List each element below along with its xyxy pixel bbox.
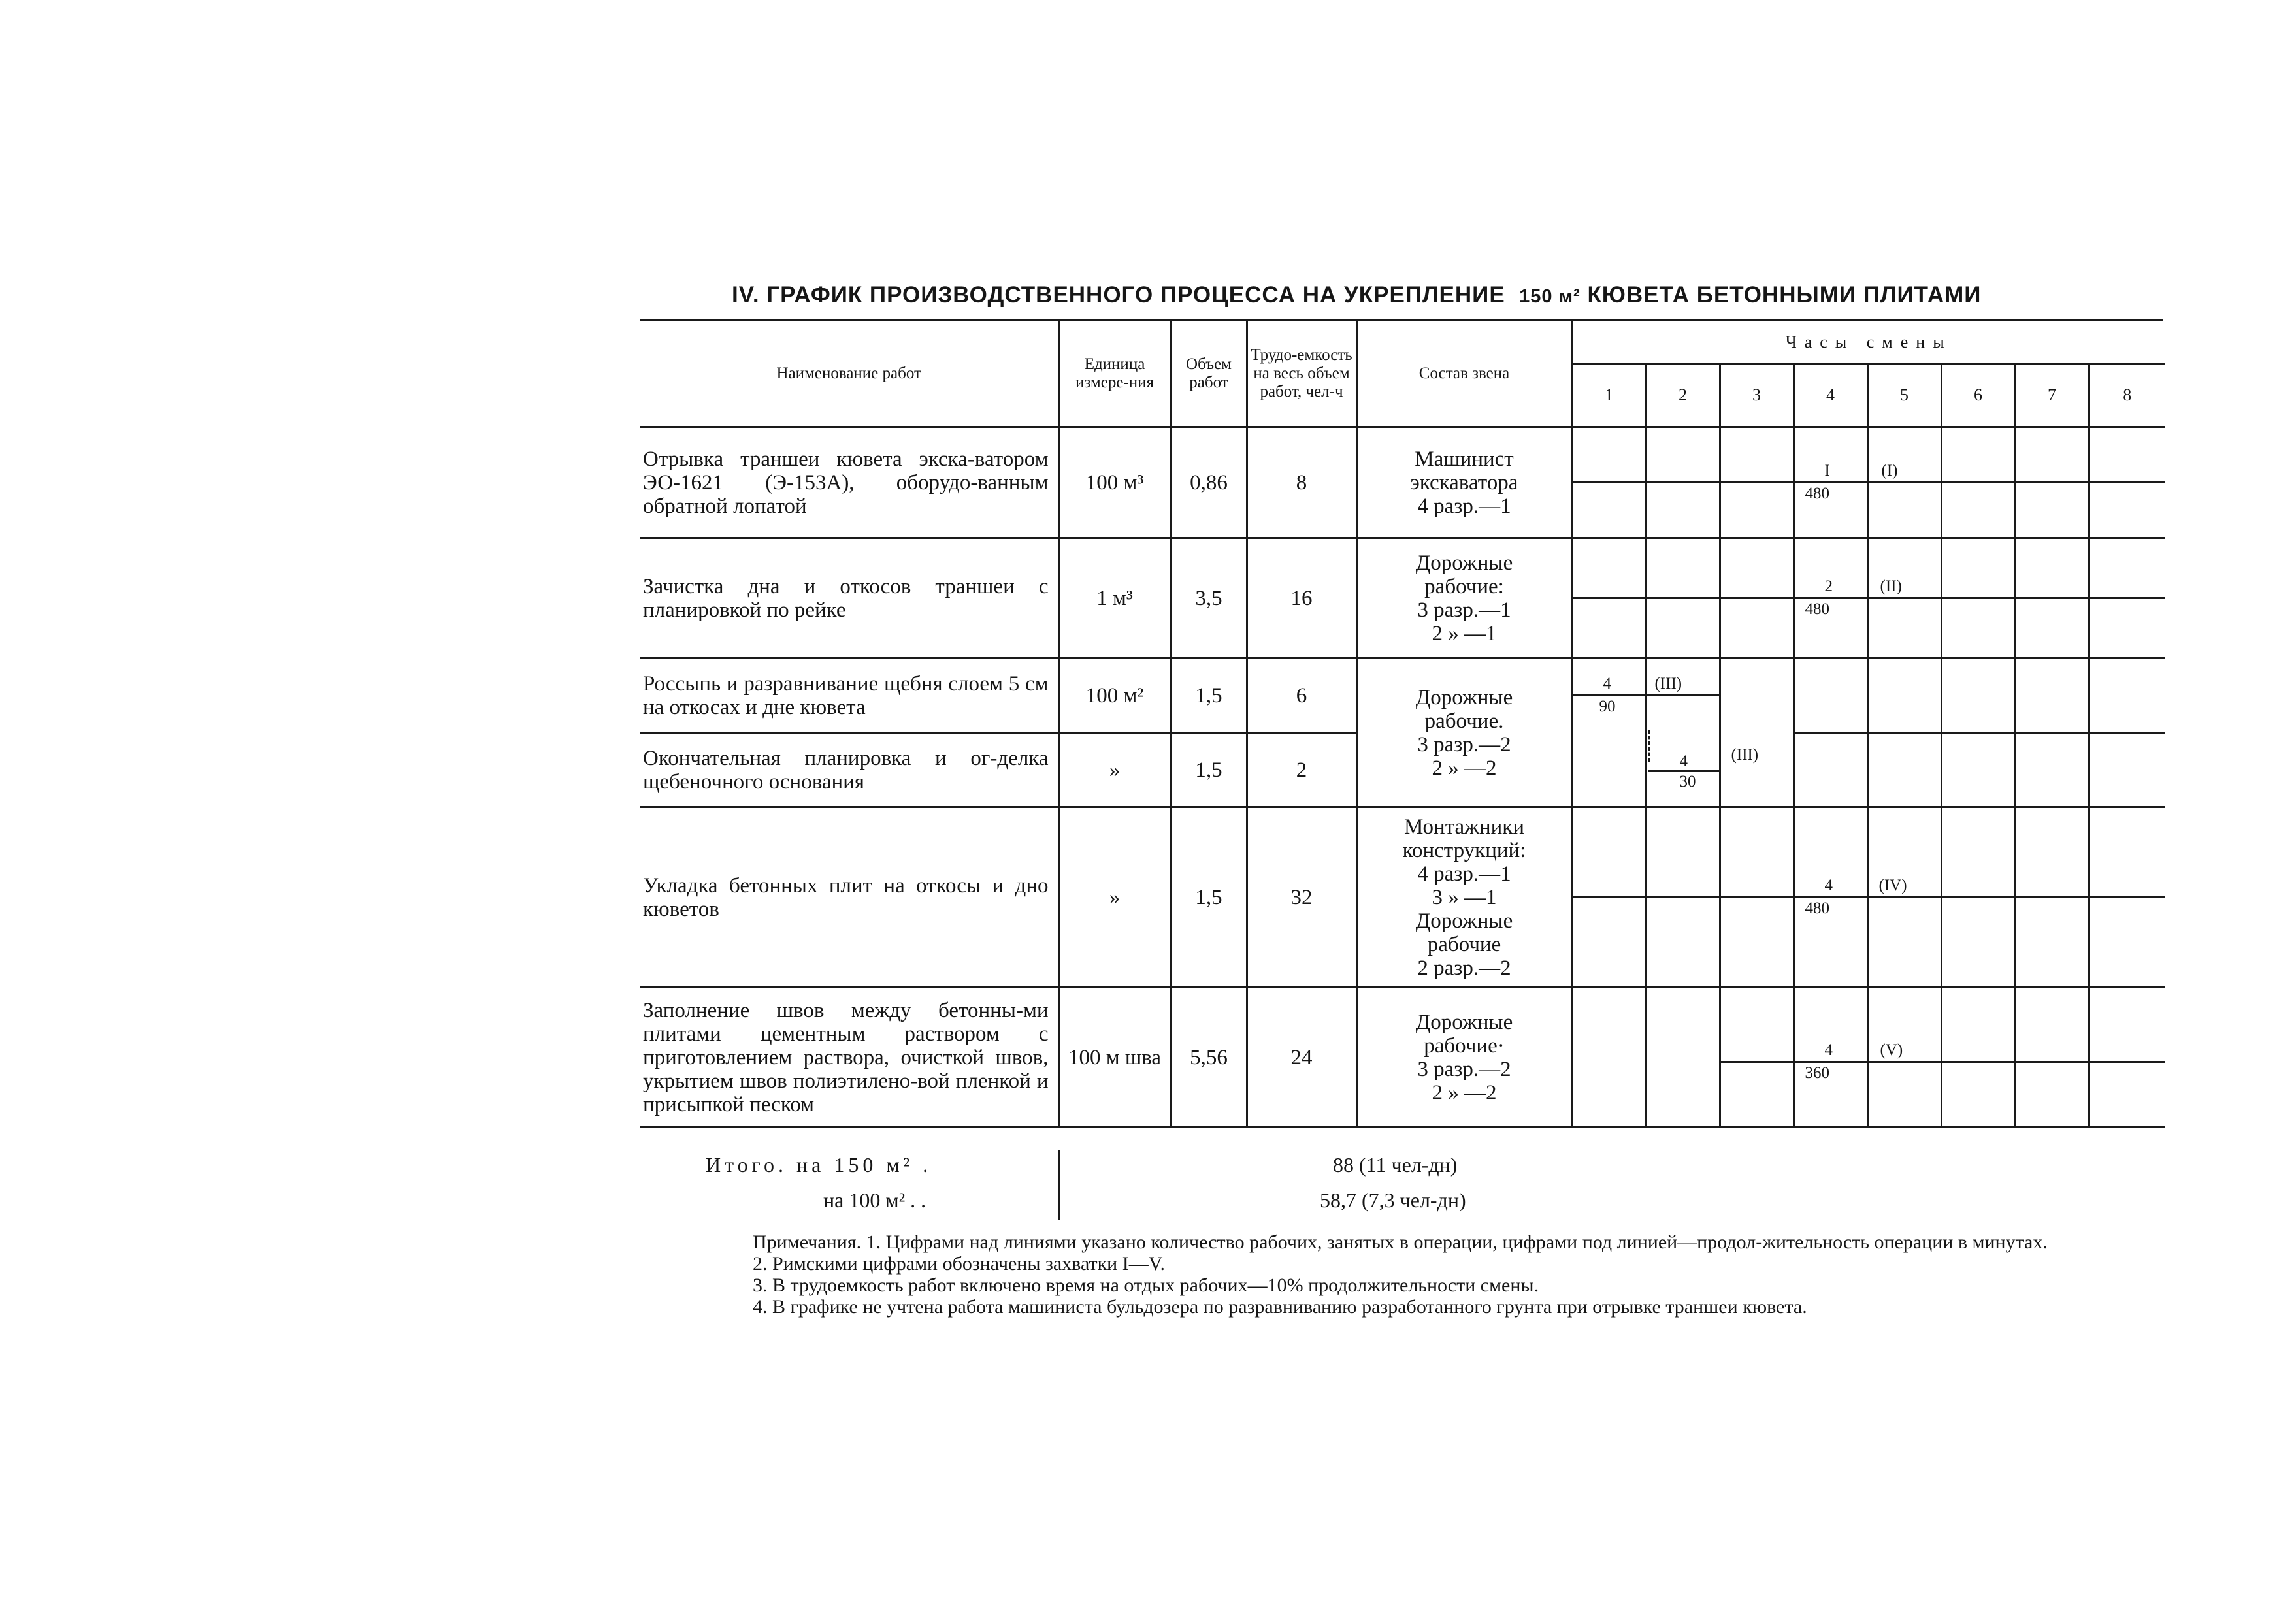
note-1: Примечания. 1. Цифрами над линиями указано количество рабочих, занятых в операции, цифрами под линией—продол-жительность операции в минутах. <box>753 1231 2048 1253</box>
table-row <box>640 658 2165 696</box>
work-unit: 100 м³ <box>1058 427 1171 538</box>
work-labor: 6 <box>1247 658 1356 733</box>
totals-label-150: Итого. на 150 м² . <box>706 1153 932 1177</box>
crew-line: 2 » —2 <box>1432 756 1497 780</box>
crew-line: 2 » —1 <box>1432 621 1497 645</box>
header-hour-5: 5 <box>1867 364 1941 427</box>
crew-line: 3 разр.—2 <box>1417 1057 1511 1081</box>
gantt-zone: (II) <box>1880 577 1902 595</box>
gantt-workers: I <box>1824 462 1830 479</box>
work-labor: 16 <box>1247 538 1356 658</box>
crew-cell <box>1356 538 1572 658</box>
crew-cell <box>1356 988 1572 1128</box>
work-unit: » <box>1058 807 1171 988</box>
header-hour-6: 6 <box>1941 364 2015 427</box>
gantt-workers: 2 <box>1824 577 1833 595</box>
crew-line: рабочие· <box>1424 1033 1505 1058</box>
crew-line: Дорожные <box>1415 551 1513 575</box>
work-volume: 1,5 <box>1171 658 1247 733</box>
gantt-workers: 4 <box>1824 877 1833 894</box>
crew-line: Дорожные <box>1415 685 1513 709</box>
schedule-table <box>640 321 2165 1128</box>
header-hours-title: Часы смены <box>1572 321 2165 364</box>
table-row <box>640 538 2165 598</box>
header-unit: Единица измере-ния <box>1058 321 1171 427</box>
header-hour-7: 7 <box>2015 364 2089 427</box>
header-hour-2: 2 <box>1646 364 1720 427</box>
totals-value-150: 88 (11 чел-дн) <box>1333 1153 1458 1177</box>
table-row <box>640 988 2165 1062</box>
work-volume: 3,5 <box>1171 538 1247 658</box>
crew-line: 2 разр.—2 <box>1417 956 1511 980</box>
header-hour-8: 8 <box>2089 364 2165 427</box>
crew-line: 3 разр.—2 <box>1417 732 1511 756</box>
header-crew: Состав звена <box>1356 321 1572 427</box>
work-labor: 8 <box>1247 427 1356 538</box>
gantt-workers: 4 <box>1679 752 1688 770</box>
work-name: Укладка бетонных плит на откосы и дно кюветов <box>640 807 1058 988</box>
gantt-minutes: 90 <box>1599 698 1616 715</box>
crew-line: 4 разр.—1 <box>1417 494 1511 518</box>
crew-cell <box>1356 427 1572 538</box>
crew-cell <box>1356 807 1572 988</box>
crew-line: Машинист <box>1415 447 1514 471</box>
gantt-zone: (III) <box>1731 745 1759 764</box>
work-volume: 5,56 <box>1171 988 1247 1128</box>
work-unit: 1 м³ <box>1058 538 1171 658</box>
table-row <box>640 807 2165 898</box>
gantt-zone: (V) <box>1880 1041 1903 1059</box>
gantt-minutes: 30 <box>1679 772 1696 790</box>
gantt-minutes: 480 <box>1805 485 1829 502</box>
crew-line: 2 » —2 <box>1432 1080 1497 1105</box>
work-name: Зачистка дна и откосов траншеи с планировкой по рейке <box>640 538 1058 658</box>
work-name: Россыпь и разравнивание щебня слоем 5 см на откосах и дне кювета <box>640 658 1058 733</box>
gantt-workers: 4 <box>1603 675 1611 692</box>
crew-line: рабочие. <box>1424 709 1504 733</box>
header-volume: Объем работ <box>1171 321 1247 427</box>
work-unit: 100 м² <box>1058 658 1171 733</box>
note-2: 2. Римскими цифрами обозначены захватки I—V. <box>753 1253 1166 1275</box>
gantt-zone: (III) <box>1654 675 1682 692</box>
work-volume: 1,5 <box>1171 733 1247 807</box>
gantt-zone: (IV) <box>1878 877 1907 894</box>
gantt-minutes: 360 <box>1805 1064 1829 1082</box>
header-hour-3: 3 <box>1720 364 1794 427</box>
gantt-minutes: 480 <box>1805 600 1829 618</box>
gantt-workers: 4 <box>1824 1041 1833 1059</box>
header-hour-1: 1 <box>1572 364 1646 427</box>
crew-line: Монтажники <box>1404 815 1524 839</box>
page-title: IV. ГРАФИК ПРОИЗВОДСТВЕННОГО ПРОЦЕССА НА УКРЕПЛЕНИЕ 150 м² КЮВЕТА БЕТОННЫМИ ПЛИТАМИ <box>732 282 1982 308</box>
crew-line: 4 разр.—1 <box>1417 862 1511 886</box>
dashed-connector <box>1648 730 1650 762</box>
totals-value-100: 58,7 (7,3 чел-дн) <box>1320 1188 1466 1212</box>
work-unit: 100 м шва <box>1058 988 1171 1128</box>
crew-line: экскаватора <box>1410 470 1518 495</box>
note-3: 3. В трудоемкость работ включено время на отдых рабочих—10% продолжительности смены. <box>753 1275 1539 1296</box>
notes-block <box>707 1231 2163 1318</box>
totals-block <box>640 1150 1503 1222</box>
table-row <box>640 427 2165 483</box>
crew-line: 3 разр.—1 <box>1417 598 1511 622</box>
crew-line: Дорожные <box>1415 909 1513 933</box>
gantt-zone: (I) <box>1881 462 1898 479</box>
crew-line: рабочие: <box>1424 574 1504 598</box>
work-unit: » <box>1058 733 1171 807</box>
work-labor: 32 <box>1247 807 1356 988</box>
work-name: Отрывка траншеи кювета экска-ватором ЭО-1621 (Э-153А), оборудо-ванным обратной лопатой <box>640 427 1058 538</box>
crew-line: 3 » —1 <box>1432 885 1497 909</box>
crew-cell-shared <box>1356 658 1572 807</box>
crew-line: Дорожные <box>1415 1010 1513 1034</box>
header-hour-4: 4 <box>1794 364 1867 427</box>
note-4: 4. В графике не учтена работа машиниста бульдозера по разравниванию разработанного грунта при отрывке траншеи кювета. <box>753 1296 1807 1318</box>
work-name: Окончательная планировка и ог-делка щебеночного основания <box>640 733 1058 807</box>
work-volume: 0,86 <box>1171 427 1247 538</box>
totals-divider <box>1058 1150 1060 1220</box>
gantt-minutes: 480 <box>1805 900 1829 917</box>
work-labor: 24 <box>1247 988 1356 1128</box>
crew-line: рабочие <box>1427 932 1501 956</box>
totals-label-100: на 100 м² . . <box>823 1188 926 1212</box>
work-volume: 1,5 <box>1171 807 1247 988</box>
work-labor: 2 <box>1247 733 1356 807</box>
header-name: Наименование работ <box>640 321 1058 427</box>
crew-line: конструкций: <box>1402 838 1526 862</box>
header-labor: Трудо-емкость на весь объем работ, чел-ч <box>1247 321 1356 427</box>
work-name: Заполнение швов между бетонны-ми плитами цементным раствором с приготовлением раствора, очисткой швов, укрытием швов полиэтилено-вой пленкой и присыпкой песком <box>640 988 1058 1128</box>
